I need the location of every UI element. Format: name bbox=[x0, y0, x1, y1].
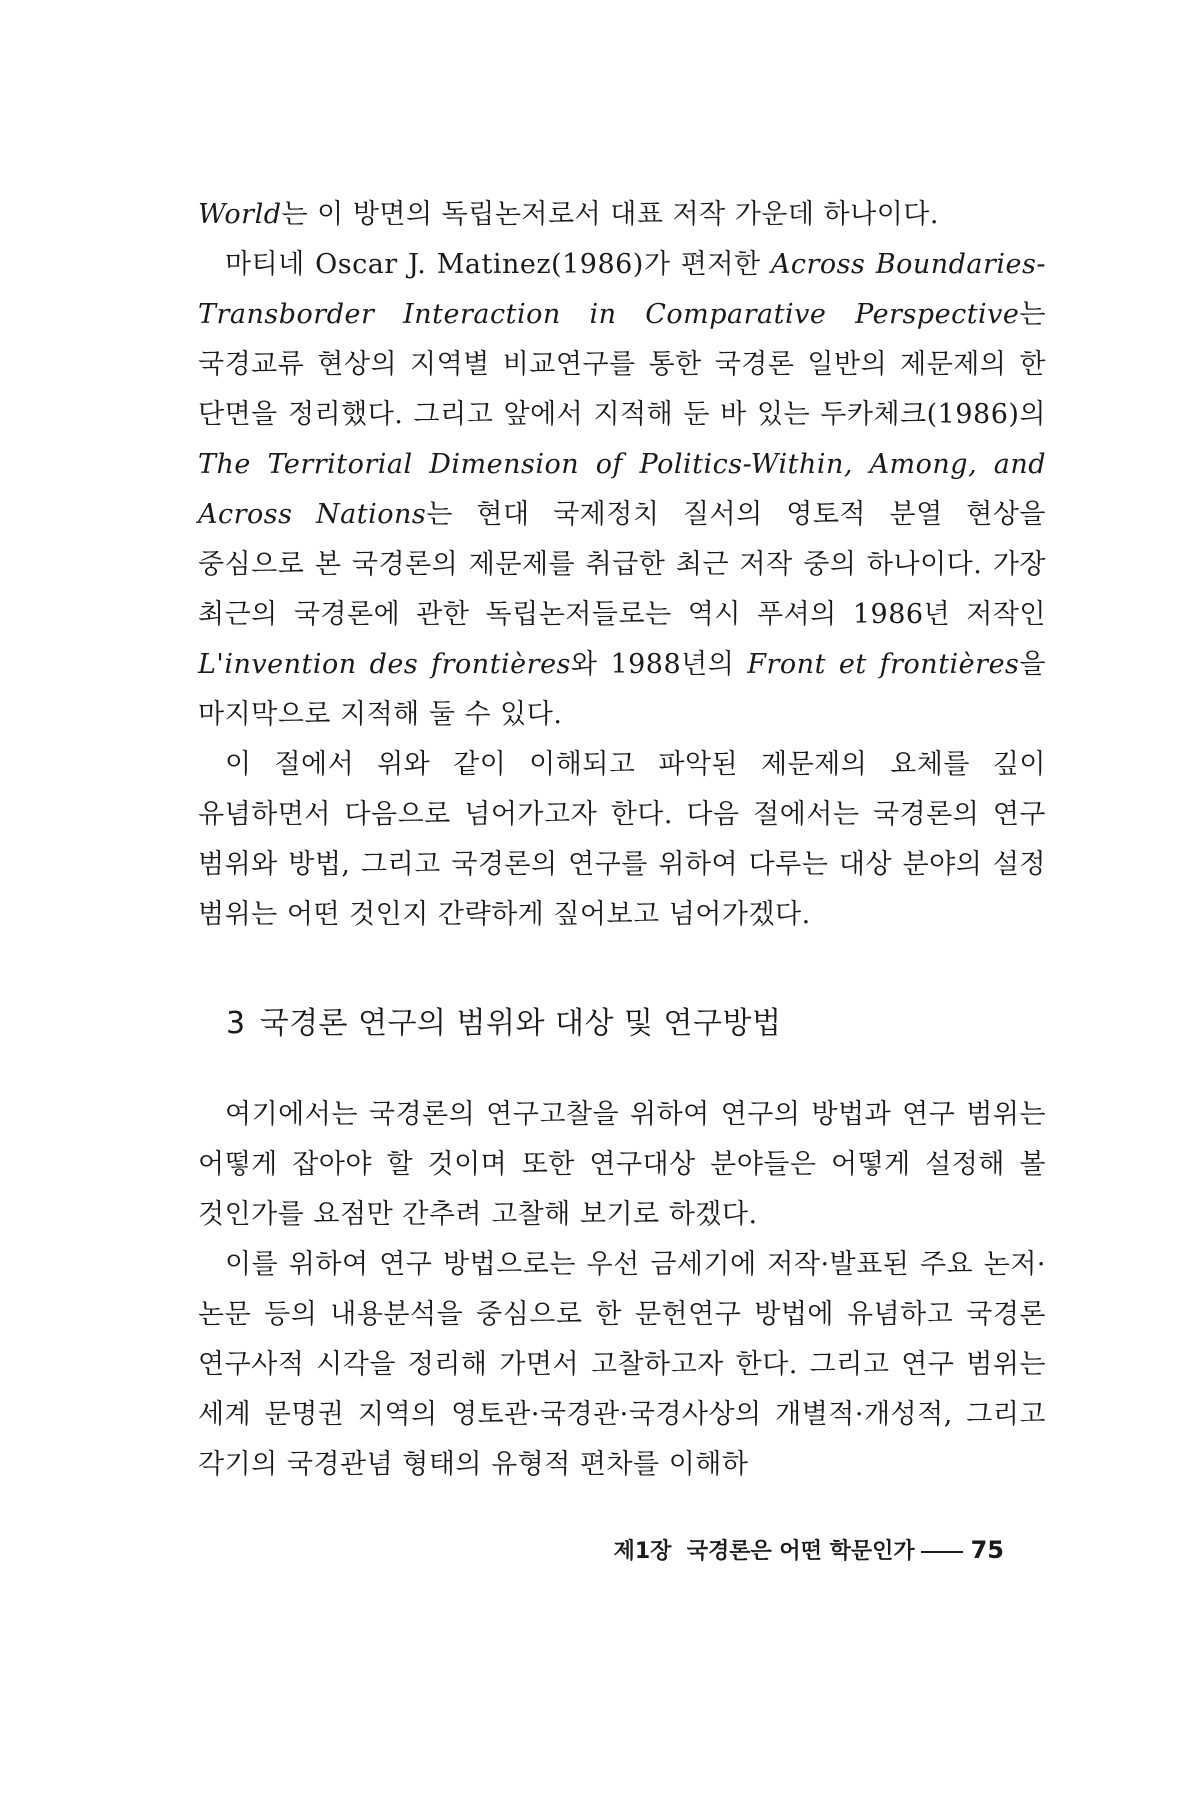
text-run: 이를 위하여 연구 방법으로는 우선 금세기에 저작·발표된 주요 논저·논문 등의 내용분석을 중심으로 한 문헌연구 방법에 유념하고 국경론 연구사적 시각을 정리해 가면서 고찰하고자 한다. 그리고 연구 범위는 세계 문명권 지역의 영토관·국경관·국경사상의 개별적·개성적, 그리고 각기의 국경관념 형태의 유형적 편차를 이해하 bbox=[198, 1249, 1046, 1480]
body-text-top bbox=[198, 190, 1046, 940]
text-run: 여기에서는 국경론의 연구고찰을 위하여 연구의 방법과 연구 범위는 어떻게 잡아야 할 것이며 또한 연구대상 분야들은 어떻게 설정해 볼 것인가를 요점만 간추려 고찰해 보기로 하겠다. bbox=[198, 1099, 1046, 1230]
italic-title: L'invention des frontières bbox=[198, 649, 571, 680]
italic-title: The Territorial Dimension of Politics-Within, Among, and Across Nations bbox=[198, 449, 1046, 530]
text-run: 이 절에서 위와 같이 이해되고 파악된 제문제의 요체를 깊이 유념하면서 다음으로 넘어가고자 한다. 다음 절에서는 국경론의 연구 범위와 방법, 그리고 국경론의 연구를 위하여 다루는 대상 분야의 설정 범위는 어떤 것인지 간략하게 짚어보고 넘어가겠다. bbox=[198, 749, 1046, 930]
footer-rule bbox=[921, 1551, 963, 1553]
text-run: 을 마지막으로 지적해 둘 수 있다. bbox=[198, 649, 1046, 730]
page-number: 75 bbox=[970, 1536, 1004, 1564]
italic-title: Across Boundaries-Transborder Interaction in Comparative Perspective bbox=[198, 249, 1046, 330]
section-heading bbox=[226, 1002, 1046, 1046]
footer-chapter-title: 국경론은 어떤 학문인가 bbox=[686, 1539, 915, 1564]
italic-title: World bbox=[198, 199, 282, 230]
paragraph bbox=[198, 190, 1046, 240]
running-footer bbox=[614, 1532, 1004, 1570]
section-number: 3 bbox=[226, 1006, 246, 1041]
paragraph bbox=[198, 240, 1046, 740]
paragraph bbox=[198, 1240, 1046, 1490]
text-run: 는 이 방면의 독립논저로서 대표 저작 가운데 하나이다. bbox=[281, 199, 939, 230]
text-run: 와 1988년의 bbox=[570, 649, 748, 680]
paragraph bbox=[198, 1090, 1046, 1240]
text-run: 마티네 Oscar J. Matinez(1986)가 편저한 bbox=[225, 249, 771, 280]
section-title: 국경론 연구의 범위와 대상 및 연구방법 bbox=[259, 1006, 782, 1041]
italic-title: Front et frontières bbox=[747, 649, 1020, 680]
text-run: 는 국경교류 현상의 지역별 비교연구를 통한 국경론 일반의 제문제의 한 단면을 정리했다. 그리고 앞에서 지적해 둔 바 있는 두카체크(1986)의 bbox=[198, 299, 1046, 430]
body-text-bottom bbox=[198, 1090, 1046, 1490]
footer-chapter: 제1장 bbox=[613, 1539, 672, 1564]
paragraph bbox=[198, 740, 1046, 940]
text-run: 는 현대 국제정치 질서의 영토적 분열 현상을 중심으로 본 국경론의 제문제를 취급한 최근 저작 중의 하나이다. 가장 최근의 국경론에 관한 독립논저들로는 역시 푸셔의 1986년 저작인 bbox=[198, 499, 1046, 630]
